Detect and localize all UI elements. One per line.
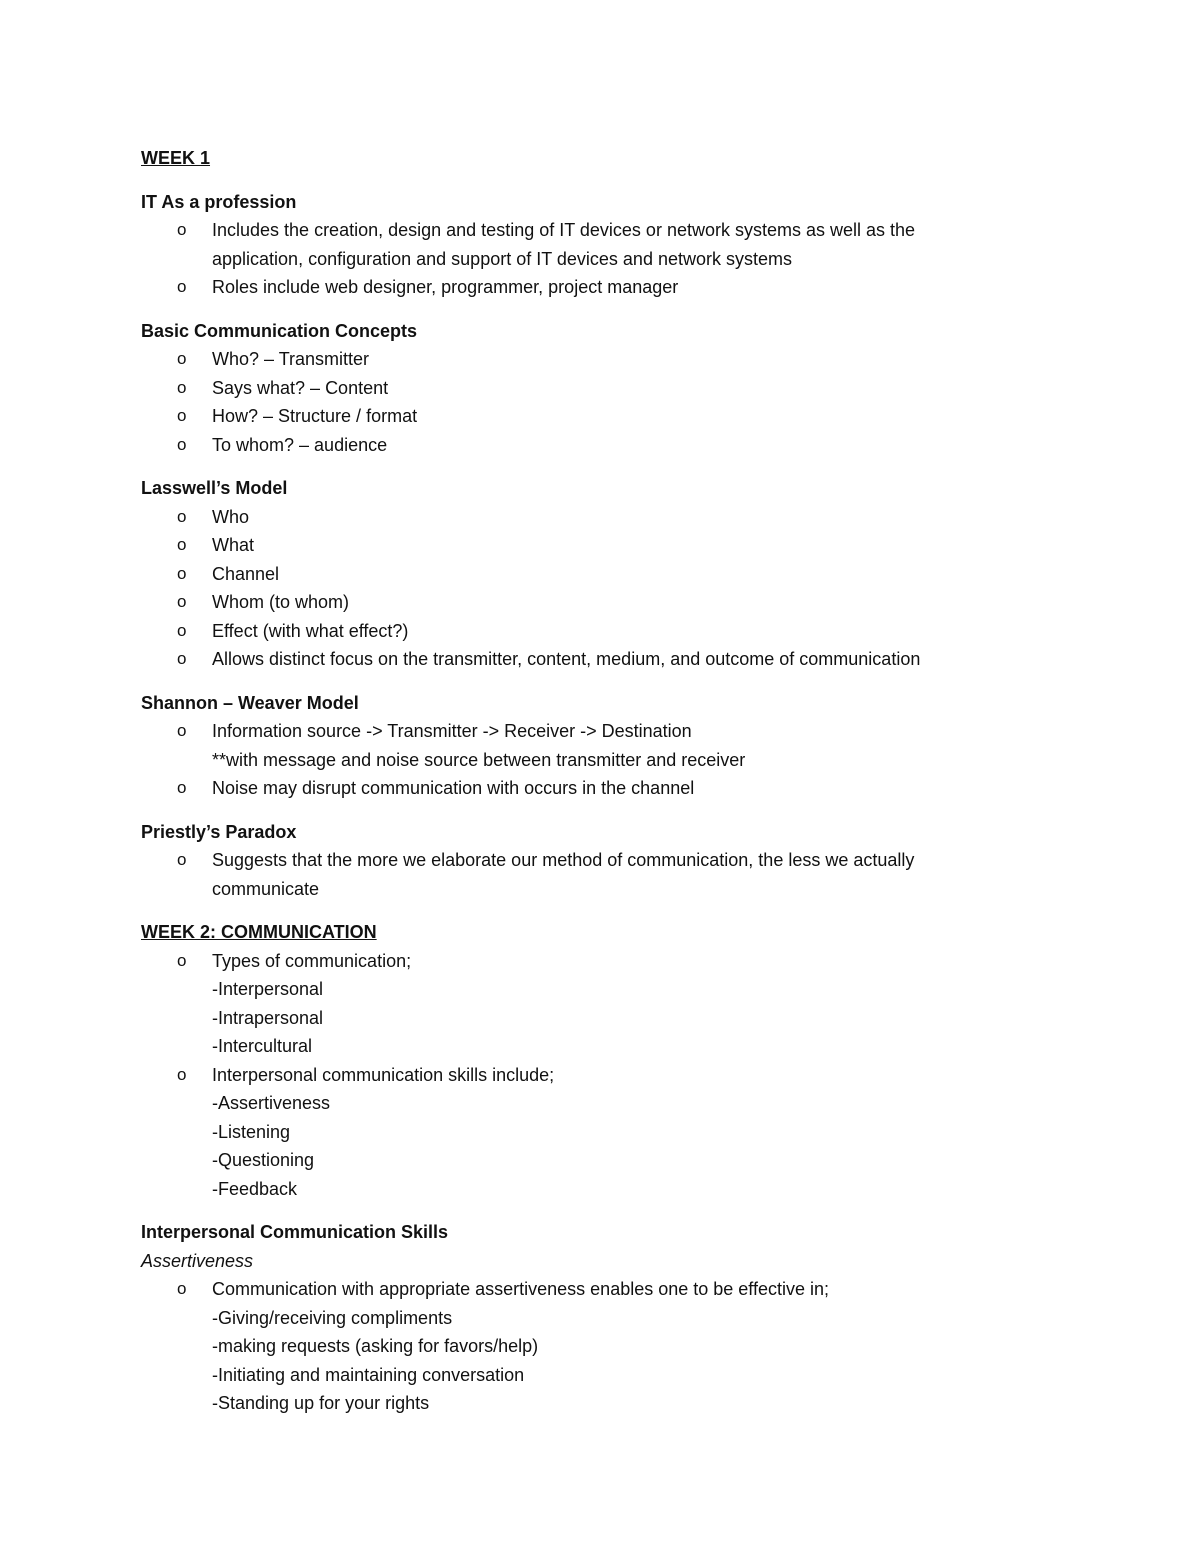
bullet-marker: o	[177, 506, 187, 526]
priestly-list	[141, 846, 1041, 903]
list-item: o Types of communication; -Interpersonal -Intrapersonal -Intercultural	[141, 947, 1041, 1061]
bullet-marker: o	[177, 563, 187, 583]
list-item: o Roles include web designer, programmer, project manager	[141, 273, 1041, 302]
week2-heading: WEEK 2: COMMUNICATION	[141, 922, 377, 942]
bullet-marker: o	[177, 778, 187, 797]
it-profession-list	[141, 216, 1041, 302]
interpersonal-skills-heading: Interpersonal Communication Skills	[141, 1222, 449, 1242]
section-interpersonal-skills	[141, 1218, 1041, 1418]
shannon-weaver-list	[141, 717, 1041, 803]
bullet-marker: o	[177, 277, 187, 296]
bullet-marker: o	[177, 434, 187, 454]
section-basic-concepts	[141, 317, 1041, 460]
section-week2	[141, 918, 1041, 1203]
list-item: o Information source -> Transmitter -> Receiver -> Destination **with message and noise source between transmitter and receiver	[141, 717, 1041, 774]
bullet-marker: o	[177, 349, 187, 368]
list-item: o Noise may disrupt communication with occurs in the channel	[141, 774, 1041, 803]
list-item: o What	[141, 531, 1041, 560]
list-item: o Includes the creation, design and testing of IT devices or network systems as well as the application, configuration and support of IT devices and network systems	[141, 216, 1041, 273]
basic-concepts-list	[141, 345, 1041, 459]
shannon-weaver-heading: Shannon – Weaver Model	[141, 692, 359, 713]
bullet-marker: o	[177, 649, 187, 668]
list-item: o Whom (to whom)	[141, 588, 1041, 617]
week2-list	[141, 947, 1041, 1204]
list-item: o Suggests that the more we elaborate our method of communication, the less we actually communicate	[141, 846, 1041, 903]
section-priestly	[141, 818, 1041, 904]
list-item: o To whom? – audience	[141, 431, 1041, 460]
priestly-heading: Priestly’s Paradox	[141, 821, 297, 842]
bullet-marker: o	[177, 1279, 187, 1298]
section-week1	[141, 144, 1041, 173]
section-lasswell	[141, 474, 1041, 674]
bullet-marker: o	[177, 721, 187, 740]
list-item: o Allows distinct focus on the transmitter, content, medium, and outcome of communication	[141, 645, 1041, 674]
bullet-marker: o	[177, 406, 187, 425]
bullet-marker: o	[177, 535, 187, 554]
it-profession-heading: IT As a profession	[141, 191, 297, 212]
bullet-marker: o	[177, 950, 187, 970]
week1-heading: WEEK 1	[141, 148, 211, 168]
bullet-marker: o	[177, 620, 187, 640]
bullet-marker: o	[177, 377, 187, 397]
list-item: o Interpersonal communication skills include; -Assertiveness -Listening -Questioning -Feedback	[141, 1061, 1041, 1204]
bullet-marker: o	[177, 850, 187, 869]
list-item: o Effect (with what effect?)	[141, 617, 1041, 646]
list-item: o Who	[141, 503, 1041, 532]
list-item: o How? – Structure / format	[141, 402, 1041, 431]
lasswell-list	[141, 503, 1041, 674]
document-content	[141, 144, 1041, 1433]
interpersonal-skills-list	[141, 1275, 1041, 1418]
basic-concepts-heading: Basic Communication Concepts	[141, 320, 418, 341]
section-it-profession	[141, 188, 1041, 302]
bullet-marker: o	[177, 220, 187, 239]
list-item: o Says what? – Content	[141, 374, 1041, 403]
list-item: o Channel	[141, 560, 1041, 589]
list-item: o Communication with appropriate assertiveness enables one to be effective in; -Giving/receiving compliments -making requests (asking for favors/help) -Initiating and maintaining conversation -Standing up for your rights	[141, 1275, 1041, 1418]
bullet-marker: o	[177, 1064, 187, 1084]
bullet-marker: o	[177, 592, 187, 611]
list-item: o Who? – Transmitter	[141, 345, 1041, 374]
assertiveness-subheading: Assertiveness	[141, 1250, 254, 1271]
section-shannon-weaver	[141, 689, 1041, 803]
lasswell-heading: Lasswell’s Model	[141, 478, 288, 498]
